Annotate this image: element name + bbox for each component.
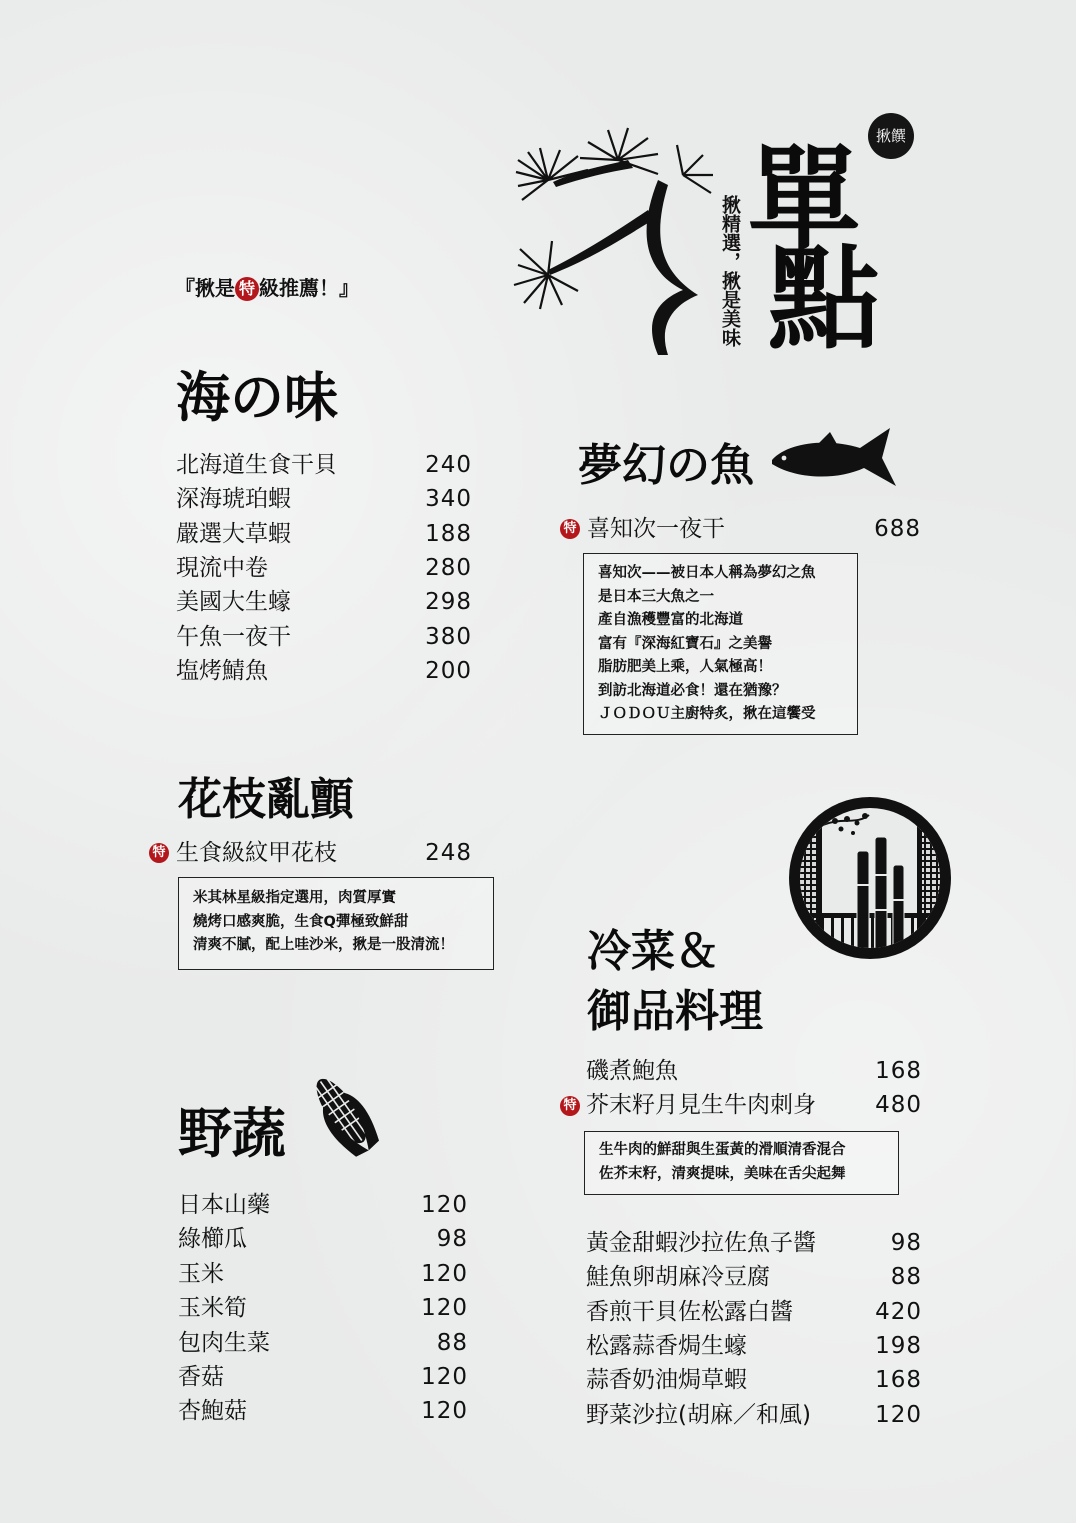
item-name: 芥末籽月見生牛肉刺身	[586, 1092, 816, 1118]
section-title-sea: 海の味	[176, 365, 338, 429]
special-badge: 特	[235, 277, 259, 301]
menu-item	[586, 1329, 922, 1363]
item-name: 玉米	[178, 1260, 224, 1287]
seal-text: 揪饌	[875, 127, 906, 145]
item-price: 298	[425, 589, 472, 616]
item-price: 420	[875, 1298, 922, 1325]
recommend-suffix: 級推薦！』	[259, 276, 359, 300]
desc-line: 清爽不膩，配上哇沙米，揪是一股清流！	[193, 937, 454, 953]
item-name: 磯煮鮑魚	[586, 1058, 678, 1084]
description-box	[178, 877, 494, 970]
desc-line: 喜知次——被日本人稱為夢幻之魚	[598, 565, 816, 581]
item-price: 120	[421, 1260, 468, 1287]
menu-item	[176, 482, 472, 516]
desc-line: 到訪北海道必食！還在猶豫？	[598, 682, 787, 699]
item-price: 120	[875, 1401, 922, 1428]
desc-line: ＪＯＤＯＵ主廚特炙，揪在這饗受	[598, 706, 816, 722]
item-price: 200	[425, 657, 472, 684]
menu-item	[178, 1222, 468, 1256]
item-price: 120	[421, 1192, 468, 1218]
item-name: 塩烤鯖魚	[176, 657, 268, 684]
menu-item	[586, 1398, 922, 1432]
item-price: 168	[875, 1058, 922, 1084]
menu-item	[176, 448, 472, 482]
item-price: 188	[425, 520, 472, 547]
item-price: 120	[421, 1295, 468, 1322]
menu-item	[176, 517, 472, 551]
menu-item	[586, 1295, 922, 1329]
desc-line: 富有『深海紅寶石』之美譽	[598, 635, 772, 652]
section-title-cold-line-2: 御品料理	[587, 986, 763, 1037]
item-price: 198	[875, 1332, 922, 1359]
item-name: 香菇	[178, 1364, 224, 1390]
menu-item	[586, 1088, 922, 1122]
menu-item	[176, 585, 472, 619]
special-badge: 特	[560, 1096, 580, 1116]
menu-item	[178, 1291, 468, 1325]
item-name: 喜知次一夜干	[587, 516, 725, 542]
item-name: 蒜香奶油焗草蝦	[586, 1367, 747, 1394]
item-name: 美國大生蠔	[176, 589, 291, 616]
menu-item	[178, 1188, 468, 1222]
desc-line: 佐芥末籽，清爽提味，美味在舌尖起舞	[599, 1165, 846, 1182]
recommend-prefix: 『揪是	[175, 276, 235, 300]
item-price: 480	[875, 1092, 922, 1118]
item-name: 現流中卷	[176, 554, 268, 581]
item-price: 240	[425, 452, 472, 478]
section-title-squid: 花枝亂顫	[178, 774, 354, 825]
item-name: 松露蒜香焗生蠔	[586, 1332, 747, 1359]
item-price: 280	[425, 554, 472, 581]
special-badge: 特	[560, 519, 580, 539]
menu-title-char-1: 單	[748, 134, 860, 265]
item-price: 98	[890, 1230, 922, 1256]
special-badge: 特	[149, 843, 169, 863]
desc-line: 是日本三大魚之一	[598, 588, 714, 605]
section-title-veg: 野蔬	[178, 1101, 286, 1165]
item-name: 嚴選大草蝦	[176, 520, 291, 547]
menu-item	[587, 512, 921, 546]
description-box	[583, 553, 858, 735]
desc-line: 米其林星級指定選用，肉質厚實	[193, 890, 396, 906]
item-price: 120	[421, 1398, 468, 1425]
item-name: 玉米筍	[178, 1295, 247, 1322]
item-name: 黃金甜蝦沙拉佐魚子醬	[586, 1230, 816, 1256]
slogan-line-2: 揪是美味	[719, 271, 741, 347]
desc-line: 燒烤口感爽脆，生食Q彈極致鮮甜	[193, 913, 409, 930]
item-price: 98	[436, 1226, 468, 1253]
menu-item	[586, 1260, 922, 1294]
item-name: 香煎干貝佐松露白醬	[586, 1298, 793, 1325]
item-price: 380	[425, 623, 472, 650]
menu-item	[176, 654, 472, 688]
menu-item	[178, 1360, 468, 1394]
menu-item	[586, 1054, 922, 1088]
item-price: 688	[874, 516, 921, 542]
item-price: 168	[875, 1367, 922, 1394]
pine-tree-icon	[508, 120, 728, 360]
section-title-fish: 夢幻の魚	[578, 440, 754, 491]
item-name: 綠櫛瓜	[178, 1226, 247, 1253]
item-name: 午魚一夜干	[176, 623, 291, 650]
item-name: 生食級紋甲花枝	[176, 840, 337, 866]
menu-item	[178, 1257, 468, 1291]
slogan	[717, 195, 741, 347]
item-price: 248	[425, 840, 472, 866]
item-price: 88	[890, 1264, 922, 1291]
item-name: 杏鮑菇	[178, 1398, 247, 1425]
menu-title-char-2: 點	[768, 234, 880, 365]
item-name: 北海道生食干貝	[176, 452, 337, 478]
item-name: 日本山藥	[178, 1192, 270, 1218]
item-name: 深海琥珀蝦	[176, 486, 291, 513]
menu-item	[586, 1363, 922, 1397]
item-name: 鮭魚卵胡麻冷豆腐	[586, 1264, 770, 1291]
slogan-line-1: 揪精選，	[719, 195, 741, 271]
item-price: 88	[436, 1329, 468, 1356]
description-box	[584, 1131, 899, 1195]
seal-logo-icon	[868, 113, 914, 159]
section-title-cold-line-1: 冷菜＆	[587, 926, 719, 977]
bamboo-window-icon	[787, 795, 953, 961]
menu-item	[178, 1326, 468, 1360]
menu-item	[178, 1394, 468, 1428]
desc-line: 脂肪肥美上乘，人氣極高！	[598, 659, 772, 675]
fish-icon	[768, 424, 900, 490]
desc-line: 生牛肉的鮮甜與生蛋黃的滑順清香混合	[599, 1142, 846, 1158]
menu-item	[176, 551, 472, 585]
menu-item	[586, 1226, 922, 1260]
item-price: 340	[425, 486, 472, 513]
menu-item	[176, 620, 472, 654]
item-name: 野菜沙拉(胡麻／和風)	[586, 1401, 811, 1428]
desc-line: 產自漁穫豐富的北海道	[598, 612, 743, 628]
recommend-banner	[175, 274, 359, 302]
menu-item	[176, 836, 472, 870]
corn-icon	[300, 1068, 382, 1164]
item-price: 120	[421, 1364, 468, 1390]
item-name: 包肉生菜	[178, 1329, 270, 1356]
